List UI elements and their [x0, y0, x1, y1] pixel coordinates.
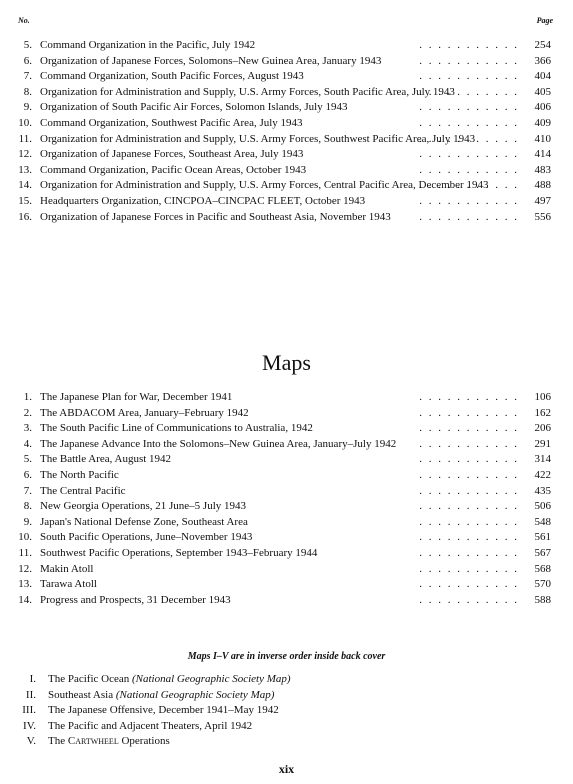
map-entry: [0, 484, 573, 500]
chart-page-number: 414: [534, 148, 551, 161]
back-cover-map-entry: [0, 734, 573, 750]
back-cover-map-number: IV.: [23, 719, 36, 732]
chart-entry: [0, 116, 573, 132]
maps-list: [0, 390, 573, 608]
chart-number: 15.: [18, 194, 32, 207]
map-entry: [0, 577, 573, 593]
chart-number: 11.: [18, 132, 32, 145]
back-cover-map-title: [48, 703, 573, 719]
map-page-number: 506: [534, 500, 551, 513]
dot-leader: [419, 421, 519, 437]
dot-leader: [419, 468, 519, 484]
map-entry: [0, 452, 573, 468]
map-page-number: 567: [534, 546, 551, 559]
map-title: Southwest Pacific Operations, September 1943–February 1944: [40, 546, 318, 559]
map-page-number: 435: [534, 484, 551, 497]
map-number: 2.: [23, 406, 32, 419]
dot-leader: [419, 147, 519, 163]
dot-leader: [419, 178, 519, 194]
back-cover-map-title: [48, 719, 573, 735]
dot-leader: [419, 452, 519, 468]
chart-entry: [0, 38, 573, 54]
map-entry: [0, 530, 573, 546]
chart-number: 6.: [23, 54, 32, 67]
back-cover-map-title: [48, 672, 573, 688]
dot-leader: [419, 593, 519, 609]
map-title: Progress and Prospects, 31 December 1943: [40, 593, 231, 606]
dot-leader: [419, 406, 519, 422]
map-page-number: 106: [534, 391, 551, 403]
map-number: 9.: [23, 515, 32, 528]
map-page-number: 570: [534, 578, 551, 591]
map-entry: [0, 421, 573, 437]
chart-number: 7.: [23, 70, 32, 83]
dot-leader: [419, 437, 519, 453]
map-entry: [0, 546, 573, 562]
chart-page-number: 488: [534, 179, 551, 192]
dot-leader: [419, 499, 519, 515]
chart-entry: [0, 194, 573, 210]
map-title: The Central Pacific: [40, 484, 126, 497]
map-page-number: 422: [534, 468, 551, 481]
map-title: The South Pacific Line of Communications to Australia, 1942: [40, 422, 313, 435]
dot-leader: [419, 562, 519, 578]
chart-page-number: 404: [534, 70, 551, 83]
map-title: The Battle Area, August 1942: [40, 453, 172, 466]
chart-title: Headquarters Organization, CINCPOA–CINCPAC FLEET, October 1943: [40, 194, 366, 207]
chart-title: Command Organization, Southwest Pacific Area, July 1943: [40, 116, 303, 129]
back-cover-note: Maps I–V are in inverse order inside back cover: [187, 651, 386, 662]
maps-section-title: Maps: [262, 350, 311, 375]
map-page-number: 314: [534, 453, 551, 466]
chart-title: Command Organization, Pacific Ocean Areas, October 1943: [40, 163, 307, 176]
map-number: 11.: [18, 546, 32, 559]
map-page-number: 561: [534, 531, 551, 544]
map-source-note: (National Geographic Society Map): [115, 688, 275, 701]
map-number: 3.: [23, 422, 32, 435]
back-cover-map-number: II.: [25, 688, 36, 701]
chart-entry: [0, 69, 573, 85]
chart-entry: [0, 178, 573, 194]
chart-title: Command Organization, South Pacific Forces, August 1943: [40, 70, 304, 83]
map-number: 14.: [18, 593, 32, 606]
chart-title: Organization of South Pacific Air Forces, Solomon Islands, July 1943: [40, 101, 348, 114]
dot-leader: [419, 69, 519, 85]
map-entry: [0, 390, 573, 406]
chart-page-number: 556: [534, 210, 551, 223]
map-title-text: The Pacific Ocean: [48, 673, 130, 685]
operation-name: Cartwheel: [67, 735, 119, 748]
back-cover-map-number: V.: [26, 735, 36, 748]
dot-leader: [419, 100, 519, 116]
chart-page-number: 254: [534, 39, 551, 51]
chart-number: 5.: [23, 39, 32, 51]
map-page-number: 568: [534, 562, 551, 575]
dot-leader: [419, 577, 519, 593]
chart-number: 9.: [23, 101, 32, 114]
map-page-number: 548: [534, 515, 551, 528]
dot-leader: [419, 194, 519, 210]
map-title: South Pacific Operations, June–November 1943: [40, 531, 253, 544]
map-title: The North Pacific: [40, 468, 119, 481]
map-number: 13.: [18, 578, 32, 591]
dot-leader: [419, 530, 519, 546]
chart-entry: [0, 163, 573, 179]
dot-leader: [419, 515, 519, 531]
map-entry: [0, 468, 573, 484]
map-page-number: 162: [534, 406, 551, 419]
map-page-number: 588: [534, 593, 551, 606]
map-entry: [0, 593, 573, 609]
map-title: Makin Atoll: [40, 562, 94, 575]
map-number: 5.: [23, 453, 32, 466]
chart-page-number: 405: [534, 85, 551, 98]
map-entry: [0, 499, 573, 515]
map-number: 7.: [23, 484, 32, 497]
chart-title: Organization for Administration and Supply, U.S. Army Forces, South Pacific Area, July 1943: [40, 85, 455, 98]
map-title-text: Southeast Asia: [48, 688, 114, 701]
page-column-header: Page: [536, 16, 553, 25]
chart-page-number: 409: [534, 116, 551, 129]
chart-page-number: 410: [534, 132, 551, 145]
back-cover-map-number: III.: [22, 704, 36, 717]
map-title: The ABDACOM Area, January–February 1942: [40, 406, 249, 419]
map-source-note: (National Geographic Society Map): [131, 673, 291, 685]
dot-leader: [419, 484, 519, 500]
back-cover-map-number: I.: [29, 673, 36, 685]
chart-page-number: 497: [534, 194, 551, 207]
dot-leader: [419, 390, 519, 406]
map-number: 4.: [23, 437, 32, 450]
chart-number: 13.: [18, 163, 32, 176]
map-number: 10.: [18, 531, 32, 544]
chart-number: 12.: [18, 148, 32, 161]
chart-page-number: 483: [534, 163, 551, 176]
chart-title: Organization of Japanese Forces in Pacific and Southeast Asia, November 1943: [40, 210, 391, 223]
map-title-text: The Japanese Offensive, December 1941–May 1942: [48, 704, 279, 717]
charts-list: [0, 38, 573, 225]
map-number: 1.: [23, 391, 32, 403]
map-title-suffix: Operations: [121, 735, 170, 748]
map-title: New Georgia Operations, 21 June–5 July 1943: [40, 500, 247, 513]
number-column-header: No.: [18, 16, 30, 25]
back-cover-maps-list: [0, 672, 573, 750]
chart-title: Command Organization in the Pacific, July 1942: [40, 39, 256, 51]
chart-title: Organization for Administration and Supply, U.S. Army Forces, Central Pacific Area, December 1943: [40, 179, 489, 192]
chart-title: Organization of Japanese Forces, Southeast Area, July 1943: [40, 148, 304, 161]
dot-leader: [419, 54, 519, 70]
dot-leader: [419, 210, 519, 226]
dot-leader: [419, 38, 519, 54]
map-title: The Japanese Plan for War, December 1941: [40, 391, 233, 403]
chart-entry: [0, 147, 573, 163]
chart-entry: [0, 132, 573, 148]
map-number: 8.: [23, 500, 32, 513]
map-number: 12.: [18, 562, 32, 575]
chart-number: 8.: [23, 85, 32, 98]
back-cover-map-entry: [0, 719, 573, 735]
dot-leader: [419, 546, 519, 562]
chart-entry: [0, 100, 573, 116]
chart-entry: [0, 85, 573, 101]
chart-title: Organization of Japanese Forces, Solomons–New Guinea Area, January 1943: [40, 54, 382, 67]
dot-leader: [419, 116, 519, 132]
dot-leader: [419, 85, 519, 101]
map-entry: [0, 437, 573, 453]
back-cover-map-title: [48, 688, 573, 704]
map-page-number: 291: [534, 437, 551, 450]
dot-leader: [419, 163, 519, 179]
map-page-number: 206: [534, 422, 551, 435]
map-entry: [0, 562, 573, 578]
page-folio: xix: [278, 762, 295, 776]
chart-number: 14.: [18, 179, 32, 192]
chart-entry: [0, 210, 573, 226]
map-title: The Japanese Advance Into the Solomons–New Guinea Area, January–July 1942: [40, 437, 397, 450]
back-cover-map-entry: [0, 672, 573, 688]
chart-page-number: 406: [534, 101, 551, 114]
map-title-text: The: [48, 735, 66, 748]
map-number: 6.: [23, 468, 32, 481]
chart-number: 10.: [18, 116, 32, 129]
map-title: Tarawa Atoll: [40, 578, 97, 591]
chart-page-number: 366: [534, 54, 551, 67]
map-entry: [0, 515, 573, 531]
back-cover-map-entry: [0, 703, 573, 719]
chart-entry: [0, 54, 573, 70]
map-title: Japan's National Defense Zone, Southeast Area: [40, 515, 248, 528]
back-cover-map-title: [48, 734, 573, 750]
chart-title: Organization for Administration and Supply, U.S. Army Forces, Southwest Pacific Area, July 1943: [40, 132, 476, 145]
map-title-text: The Pacific and Adjacent Theaters, April 1942: [48, 719, 253, 732]
chart-number: 16.: [18, 210, 32, 223]
dot-leader: [419, 132, 519, 148]
map-entry: [0, 406, 573, 422]
back-cover-map-entry: [0, 688, 573, 704]
